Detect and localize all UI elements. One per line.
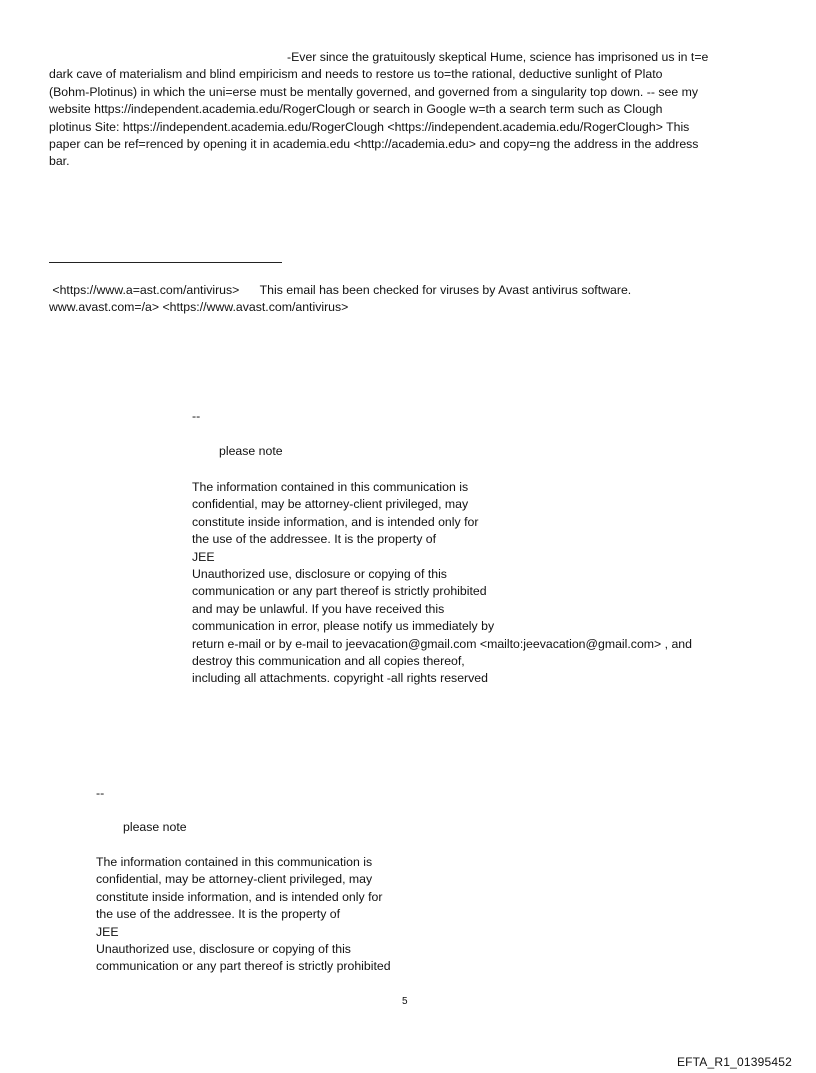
intro-line: dark cave of materialism and blind empiricism and needs to restore us to=the rational, deductive sunlight of Plato <box>49 67 663 82</box>
notice-line: communication or any part thereof is strictly prohibited <box>96 959 391 974</box>
notice-line: Unauthorized use, disclosure or copying of this <box>96 942 351 957</box>
notice-line: constitute inside information, and is intended only for <box>96 889 383 904</box>
notice-line: JEE <box>96 924 119 939</box>
notice-heading: please note <box>123 820 187 834</box>
notice-line: return e-mail or by e-mail to jeevacation@gmail.com <mailto:jeevacation@gmail.com> , and <box>192 636 692 651</box>
notice-heading: please note <box>219 444 283 458</box>
separator-line <box>49 262 282 263</box>
intro-line: paper can be ref=renced by opening it in academia.edu <http://academia.edu> and copy=ng the address in the address <box>49 137 699 152</box>
notice-line: the use of the addressee. It is the property of <box>96 907 341 922</box>
avast-line: <https://www.a=ast.com/antivirus> This email has been checked for viruses by Avast antivirus software. <box>49 283 632 297</box>
notice-line: destroy this communication and all copies thereof, <box>192 654 465 669</box>
intro-line: plotinus Site: https://independent.academia.edu/RogerClough <https://independent.academia.edu/RogerClough> This <box>49 119 690 134</box>
notice-line: The information contained in this communication is <box>96 855 373 869</box>
confidentiality-notice <box>192 479 782 688</box>
bates-number: EFTA_R1_01395452 <box>676 1055 792 1069</box>
intro-line: bar. <box>49 154 70 169</box>
intro-paragraph <box>49 49 779 171</box>
confidentiality-notice <box>96 854 596 976</box>
page-number: 5 <box>402 996 408 1007</box>
notice-line: the use of the addressee. It is the property of <box>192 532 437 547</box>
notice-line: constitute inside information, and is intended only for <box>192 514 479 529</box>
avast-line: www.avast.com=/a> <https://www.avast.com/antivirus> <box>49 300 349 315</box>
notice-line: communication in error, please notify us immediately by <box>192 619 495 634</box>
intro-line: -Ever since the gratuitously skeptical Hume, science has imprisoned us in t=e <box>287 50 709 64</box>
notice-line: and may be unlawful. If you have received this <box>192 601 445 616</box>
intro-line: website https://independent.academia.edu/RogerClough or search in Google w=th a search term such as Clough <box>49 102 663 117</box>
notice-line: The information contained in this communication is <box>192 480 469 494</box>
notice-line: confidential, may be attorney-client privileged, may <box>192 497 469 512</box>
signature-dashes: -- <box>192 409 201 423</box>
notice-line: Unauthorized use, disclosure or copying of this <box>192 567 447 582</box>
notice-line: confidential, may be attorney-client privileged, may <box>96 872 373 887</box>
intro-line: (Bohm-Plotinus) in which the uni=erse must be mentally governed, and governed from a singularity top down. -- see my <box>49 84 698 99</box>
avast-notice <box>49 282 779 317</box>
notice-line: communication or any part thereof is strictly prohibited <box>192 584 487 599</box>
notice-line: JEE <box>192 549 215 564</box>
signature-dashes: -- <box>96 786 105 800</box>
notice-line: including all attachments. copyright -all rights reserved <box>192 671 488 686</box>
